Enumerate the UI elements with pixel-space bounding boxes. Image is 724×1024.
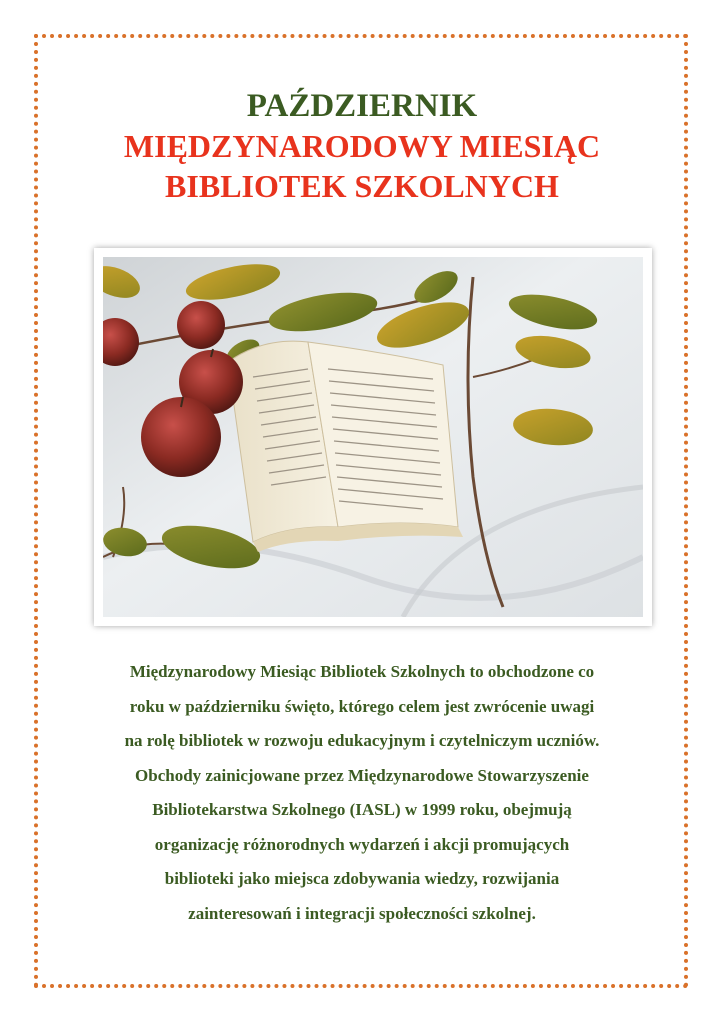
description-line: roku w październiku święto, którego celem jest zwrócenie uwagi [129,696,595,716]
description-line: Międzynarodowy Miesiąc Bibliotek Szkolnych to obchodzone co [129,662,595,681]
title-event-line2: BIBLIOTEK SZKOLNYCH [165,168,559,204]
title-month: PAŹDZIERNIK [246,88,478,124]
book-apples-leaves-photo [103,257,643,617]
description-line: biblioteki jako miejsca zdobywania wiedzy, rozwijania [164,869,560,888]
description-line: Bibliotekarstwa Szkolnego (IASL) w 1999 roku, obejmują [152,800,572,819]
photo-frame [94,248,652,626]
title-event-line1: MIĘDZYNARODOWY MIESIĄC [123,128,601,164]
description-paragraph [70,655,654,931]
description-line: na rolę bibliotek w rozwoju edukacyjnym i czytelniczym uczniów. [124,731,600,750]
description-line: organizację różnorodnych wydarzeń i akcji promujących [154,834,570,854]
description-line: Obchody zainicjowane przez Międzynarodowe Stowarzyszenie [135,765,589,785]
poster-title [0,86,724,206]
description-line: zainteresowań i integracji społeczności szkolnej. [188,903,536,923]
